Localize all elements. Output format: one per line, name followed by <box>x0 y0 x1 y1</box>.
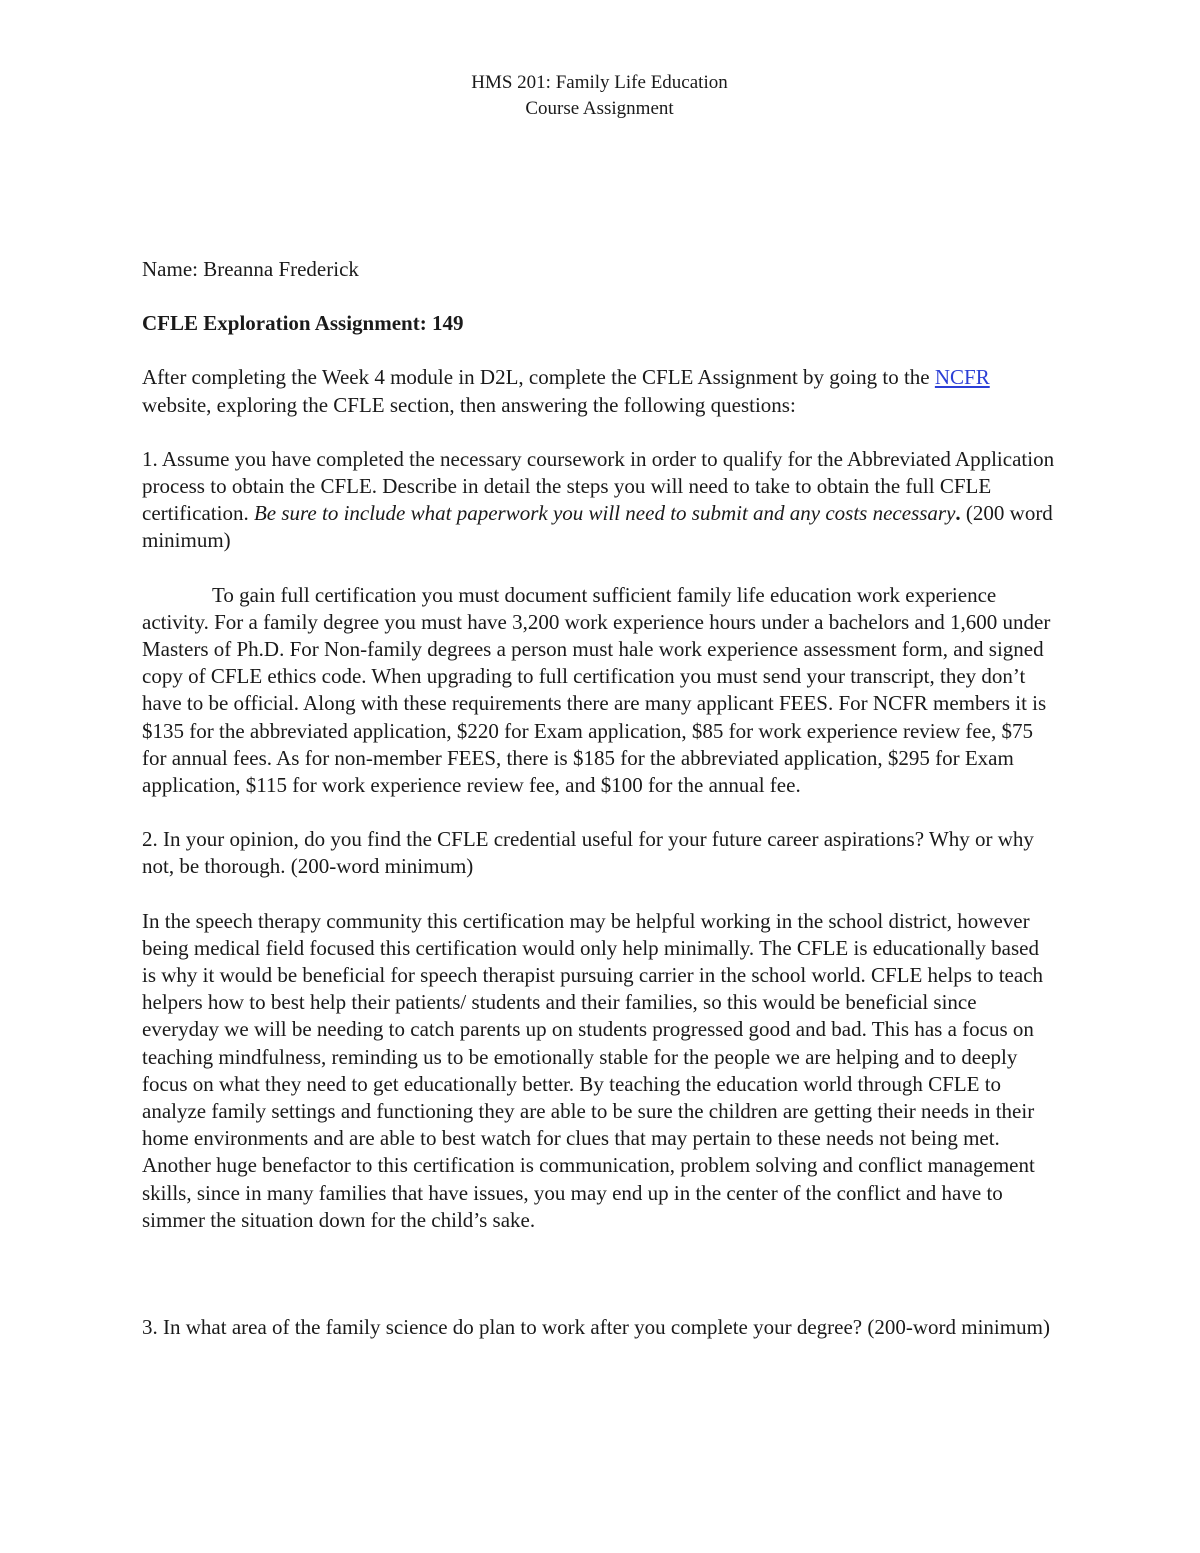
spacer <box>142 881 1057 908</box>
question-1-text: 1. Assume you have completed the necessary coursework in order to qualify for the Abbreviated Application process to obtain the CFLE. Describe in detail the steps you will need to take to obtain the full CFLE certification. <box>142 446 1055 526</box>
question-2: 2. In your opinion, do you find the CFLE credential useful for your future career aspirations? Why or why not, be thorough. (200-word minimum) <box>142 827 1034 879</box>
question-1-emphasis: Be sure to include what paperwork you will need to submit and any costs necessary <box>253 501 956 526</box>
answer-2: In the speech therapy community this certification may be helpful working in the school district, however being medical field focused this certification would only help minimally. The CFLE is educationally based is why it would be beneficial for speech therapist pursuing carrier in the school world. CFLE helps to teach helpers how to best help their patients/ students and their families, so this would be beneficial since everyday we will be needing to catch parents up on students progressed good and bad. This has a focus on teaching mindfulness, reminding us to be emotionally stable for the people we are helping and to deeply focus on what they need to get educationally better. By teaching the education world through CFLE to analyze family settings and functioning they are able to be sure the children are getting their needs in their home environments and are able to best watch for clues that may pertain to these needs not being met. Another huge benefactor to this certification is communication, problem solving and conflict management skills, since in many families that have issues, you may end up in the center of the conflict and have to simmer the situation down for the child’s sake. <box>142 908 1044 1232</box>
spacer <box>142 1234 1057 1314</box>
course-title: HMS 201: Family Life Education <box>471 72 728 93</box>
spacer <box>142 283 1057 310</box>
ncfr-link[interactable]: NCFR <box>934 365 990 390</box>
question-1-period: . <box>955 501 961 526</box>
intro-paragraph <box>142 364 1057 418</box>
spacer <box>142 419 1057 446</box>
assignment-title: CFLE Exploration Assignment: 149 <box>142 311 464 336</box>
question-1-suffix: (200 word minimum) <box>142 501 1053 553</box>
document-page <box>142 70 1057 1341</box>
spacer <box>142 337 1057 364</box>
intro-text-start: After completing the Week 4 module in D2L, complete the CFLE Assignment by going to the <box>142 365 935 390</box>
question-1 <box>142 446 1057 555</box>
spacer <box>142 555 1057 582</box>
answer-1: To gain full certification you must document sufficient family life education work experience activity. For a family degree you must have 3,200 work experience hours under a bachelors and 1,600 under Masters of Ph.D. For Non-family degrees a person must hale work experience assessment form, and signed copy of CFLE ethics code. When upgrading to full certification you must send your transcript, they don’t have to be official. Along with these requirements there are many applicant FEES. For NCFR members it is $135 for the abbreviated application, $220 for Exam application, $85 for work experience review fee, $75 for annual fees. As for non-member FEES, there is $185 for the abbreviated application, $295 for Exam application, $115 for work experience review fee, and $100 for the annual fee. <box>142 582 1051 798</box>
intro-text-end: website, exploring the CFLE section, then answering the following questions: <box>142 392 796 417</box>
question-3: 3. In what area of the family science do plan to work after you complete your degree? (200-word minimum) <box>142 1315 1050 1340</box>
student-name: Name: Breanna Frederick <box>142 257 359 281</box>
spacer <box>142 122 1057 256</box>
document-type: Course Assignment <box>525 98 674 119</box>
spacer <box>142 799 1057 826</box>
